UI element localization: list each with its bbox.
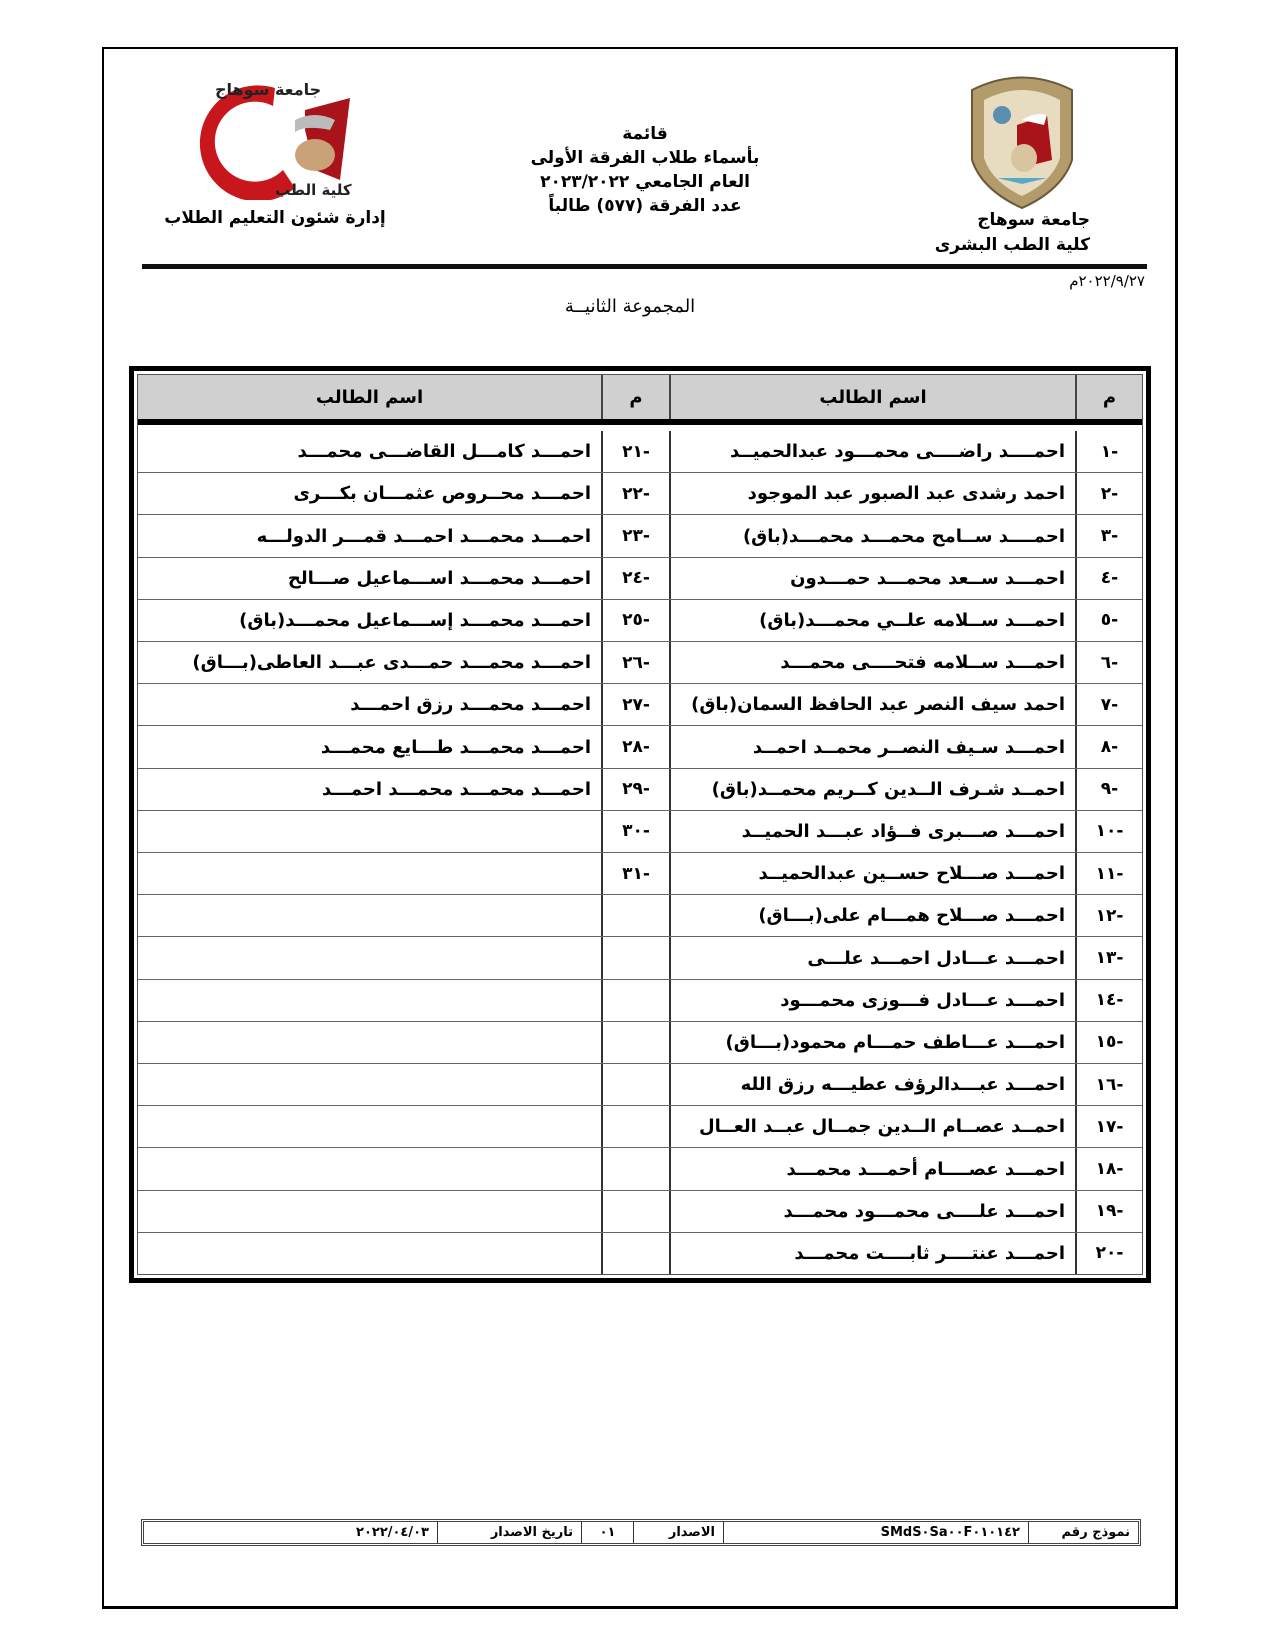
student-name: احمــــد ســامح محمـــد محمـــد(باق) — [669, 515, 1075, 556]
row-number: -٢٦ — [601, 642, 669, 683]
student-name: احمـــد عصــــام أحمـــد محمـــد — [669, 1148, 1075, 1189]
header-num-right: م — [1075, 375, 1142, 419]
row-number: -٦ — [1075, 642, 1142, 683]
table-row — [138, 600, 1142, 642]
table-row — [138, 895, 1142, 937]
student-name — [138, 895, 601, 936]
row-number: -٣ — [1075, 515, 1142, 556]
row-number — [601, 1022, 669, 1063]
table-row — [138, 1106, 1142, 1148]
document-title — [480, 122, 810, 218]
row-number — [601, 1064, 669, 1105]
student-name: احمـــد صـــلاح همـــام على(بـــاق) — [669, 895, 1075, 936]
row-number: -٢٨ — [601, 726, 669, 767]
student-name: احمـــد عـــاطف حمـــام محمود(بـــاق) — [669, 1022, 1075, 1063]
issue-date: ٢٠٢٢/٠٤/٠٣ — [356, 1525, 429, 1540]
row-number: -٤ — [1075, 558, 1142, 599]
header-divider — [142, 264, 1147, 269]
table-row — [138, 684, 1142, 726]
row-number: -٢٢ — [601, 473, 669, 514]
row-number: -٢٣ — [601, 515, 669, 556]
row-number — [601, 1148, 669, 1189]
student-name — [138, 980, 601, 1021]
student-name: احمـــد ســعد محمـــد حمـــدون — [669, 558, 1075, 599]
students-table — [129, 366, 1151, 1283]
faculty-logo — [155, 70, 365, 200]
student-name — [138, 937, 601, 978]
student-name: احمـــد صـــلاح حســين عبدالحميــد — [669, 853, 1075, 894]
student-name: احمـــد محمـــد اســـماعيل صـــالح — [287, 567, 591, 589]
student-name — [138, 1106, 601, 1147]
row-number — [601, 1106, 669, 1147]
row-number: -٢٩ — [601, 769, 669, 810]
institution-block — [920, 208, 1090, 258]
faculty-name: كلية الطب البشرى — [934, 235, 1090, 255]
student-name: احمـــد محمـــد رزق احمـــد — [350, 694, 591, 716]
title-line: عدد الفرقة (٥٧٧) طالباً — [548, 196, 742, 216]
student-name: احمـــد محــروص عثمـــان بكـــرى — [293, 483, 591, 505]
student-name: احمـــد عـــادل احمـــد علـــى — [669, 937, 1075, 978]
group-title: المجموعة الثانيــة — [564, 296, 696, 317]
header-num-left: م — [601, 375, 669, 419]
title-line: العام الجامعي ٢٠٢٣/٢٠٢٢ — [540, 172, 750, 192]
table-row — [138, 937, 1142, 979]
row-number: -١٦ — [1075, 1064, 1142, 1105]
table-header — [138, 375, 1142, 425]
row-number: -٢ — [1075, 473, 1142, 514]
table-body — [138, 431, 1142, 1274]
row-number: -١١ — [1075, 853, 1142, 894]
row-number: -٧ — [1075, 684, 1142, 725]
student-name: احمــد عصــام الــدين جمــال عبــد العــال — [669, 1106, 1075, 1147]
student-name: احمد رشدى عبد الصبور عبد الموجود — [669, 473, 1075, 514]
student-name: احمـــد عنتــــر ثابــــت محمـــد — [669, 1233, 1075, 1274]
header-name-left: اسم الطالب — [138, 375, 601, 419]
row-number: -١٩ — [1075, 1191, 1142, 1232]
row-number — [601, 1191, 669, 1232]
row-number: -٢٧ — [601, 684, 669, 725]
student-name: احمــد شـرف الــدين كــريم محمــد(باق) — [669, 769, 1075, 810]
table-row — [138, 515, 1142, 557]
form-footer — [141, 1519, 1141, 1546]
student-name — [138, 1064, 601, 1105]
issue-date-label: تاريخ الاصدار — [437, 1522, 581, 1543]
student-name: احمـــد عبـــدالرؤف عطيـــه رزق الله — [669, 1064, 1075, 1105]
issue-label: الاصدار — [633, 1522, 723, 1543]
student-name: احمد سيف النصر عبد الحافظ السمان(باق) — [669, 684, 1075, 725]
row-number: -٢٠ — [1075, 1233, 1142, 1274]
table-row — [138, 642, 1142, 684]
university-name: جامعة سوهاج — [977, 210, 1090, 230]
table-row — [138, 1064, 1142, 1106]
table-row — [138, 1233, 1142, 1274]
row-number: -٥ — [1075, 600, 1142, 641]
student-name: احمـــد عـــادل فـــوزى محمـــود — [669, 980, 1075, 1021]
row-number: -١٥ — [1075, 1022, 1142, 1063]
document-date: ٢٠٢٢/٩/٢٧م — [1069, 272, 1145, 290]
row-number: -١٤ — [1075, 980, 1142, 1021]
student-name — [138, 853, 601, 894]
logo-text-top: جامعة سوهاج — [215, 80, 322, 99]
student-name: احمـــد محمـــد طـــايع محمـــد — [320, 736, 591, 758]
student-name: احمـــد كامـــل القاضـــى محمـــد — [297, 441, 591, 463]
header-name-right: اسم الطالب — [669, 375, 1075, 419]
university-seal — [962, 70, 1082, 210]
table-row — [138, 1022, 1142, 1064]
student-name: احمـــد محمـــد محمـــد احمـــد — [321, 778, 591, 800]
table-row — [138, 473, 1142, 515]
row-number: -١٠ — [1075, 811, 1142, 852]
row-number: -٩ — [1075, 769, 1142, 810]
student-name: احمـــد محمـــد حمـــدى عبـــد العاطى(بـــاق) — [192, 652, 591, 674]
row-number — [601, 980, 669, 1021]
student-name: احمـــد محمـــد احمـــد قمـــر الدولـــه — [256, 525, 591, 547]
row-number: -١٢ — [1075, 895, 1142, 936]
form-number-label: نموذج رقم — [1028, 1522, 1138, 1543]
student-name — [138, 1233, 601, 1274]
student-name: احمــــد راضــــى محمـــود عبدالحميــد — [669, 431, 1075, 472]
student-name — [138, 811, 601, 852]
row-number — [601, 1233, 669, 1274]
row-number: -٣٠ — [601, 811, 669, 852]
student-name: احمـــد محمـــد إســـماعيل محمـــد(باق) — [239, 609, 591, 631]
student-name: احمـــد صـــبرى فــؤاد عبـــد الحميــد — [669, 811, 1075, 852]
table-row — [138, 558, 1142, 600]
title-line: بأسماء طلاب الفرقة الأولى — [530, 148, 760, 168]
row-number: -١٧ — [1075, 1106, 1142, 1147]
student-name: احمـــد علــــى محمـــود محمـــد — [669, 1191, 1075, 1232]
row-number — [601, 895, 669, 936]
issue-number: ٠١ — [581, 1522, 633, 1543]
table-row — [138, 1148, 1142, 1190]
student-name: احمـــد سـيف النصــر محمــد احمــد — [669, 726, 1075, 767]
table-row — [138, 726, 1142, 768]
student-name: احمـــد ســلامه فتحــــى محمـــد — [669, 642, 1075, 683]
row-number: -٨ — [1075, 726, 1142, 767]
row-number: -٢٤ — [601, 558, 669, 599]
row-number: -١ — [1075, 431, 1142, 472]
row-number: -١٨ — [1075, 1148, 1142, 1189]
title-line: قائمة — [622, 124, 668, 144]
form-number: SMdS٠Sa٠٠F٠١٠١٤٢ — [723, 1522, 1028, 1543]
student-name — [138, 1191, 601, 1232]
table-row — [138, 431, 1142, 473]
table-row — [138, 1191, 1142, 1233]
logo-text-bottom: كلية الطب — [275, 181, 352, 199]
table-row — [138, 811, 1142, 853]
row-number: -١٣ — [1075, 937, 1142, 978]
row-number: -٣١ — [601, 853, 669, 894]
student-name: احمـــد ســلامه علــي محمـــد(باق) — [669, 600, 1075, 641]
row-number: -٢٥ — [601, 600, 669, 641]
table-row — [138, 980, 1142, 1022]
student-name — [138, 1022, 601, 1063]
row-number: -٢١ — [601, 431, 669, 472]
table-row — [138, 853, 1142, 895]
row-number — [601, 937, 669, 978]
student-name — [138, 1148, 601, 1189]
department-name: إدارة شئون التعليم الطلاب — [164, 208, 386, 228]
table-row — [138, 769, 1142, 811]
